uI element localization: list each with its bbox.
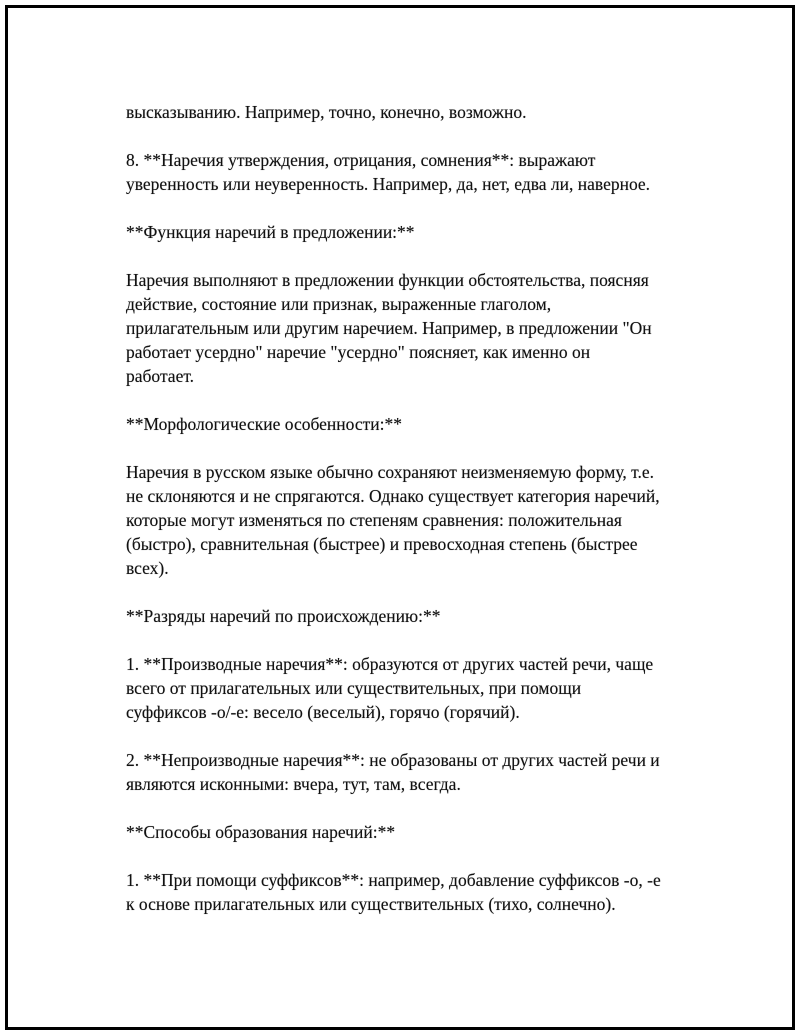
text-line: 1. **При помощи суффиксов**: например, добавление суффиксов -о, -е xyxy=(126,870,661,890)
text-line: которые могут изменяться по степеням сравнения: положительная xyxy=(126,510,622,530)
text-line: к основе прилагательных или существительных (тихо, солнечно). xyxy=(126,894,616,914)
text-line: Наречия выполняют в предложении функции обстоятельства, поясняя xyxy=(126,270,649,290)
text-line: являются исконными: вчера, тут, там, всегда. xyxy=(126,774,461,794)
text-line: всех). xyxy=(126,558,169,578)
paragraph xyxy=(126,460,706,580)
text-line: **Разряды наречий по происхождению:** xyxy=(126,606,441,626)
text-line: суффиксов -о/-е: весело (веселый), горячо (горячий). xyxy=(126,702,520,722)
text-line: действие, состояние или признак, выраженные глаголом, xyxy=(126,294,552,314)
text-line: всего от прилагательных или существительных, при помощи xyxy=(126,678,582,698)
paragraph xyxy=(126,268,706,388)
text-line: работает. xyxy=(126,366,195,386)
text-line: **Морфологические особенности:** xyxy=(126,414,402,434)
text-line: работает усердно" наречие "усердно" поясняет, как именно он xyxy=(126,342,591,362)
text-line: 2. **Непроизводные наречия**: не образованы от других частей речи и xyxy=(126,750,660,770)
text-line: не склоняются и не спрягаются. Однако существует категория наречий, xyxy=(126,486,660,506)
section-heading xyxy=(126,412,706,436)
page-frame xyxy=(5,5,795,1030)
paragraph xyxy=(126,148,706,196)
text-line: уверенность или неуверенность. Например, да, нет, едва ли, наверное. xyxy=(126,174,651,194)
text-line: 1. **Производные наречия**: образуются от других частей речи, чаще xyxy=(126,654,654,674)
text-line: **Способы образования наречий:** xyxy=(126,822,396,842)
text-line: высказыванию. Например, точно, конечно, возможно. xyxy=(126,102,527,122)
list-item xyxy=(126,748,706,796)
list-item xyxy=(126,652,706,724)
section-heading xyxy=(126,220,706,244)
section-heading xyxy=(126,604,706,628)
text-line: прилагательным или другим наречием. Например, в предложении "Он xyxy=(126,318,652,338)
text-line: Наречия в русском языке обычно сохраняют неизменяемую форму, т.е. xyxy=(126,462,654,482)
document-body xyxy=(126,100,706,940)
text-line: (быстро), сравнительная (быстрее) и превосходная степень (быстрее xyxy=(126,534,638,554)
list-item xyxy=(126,868,706,916)
text-line: **Функция наречий в предложении:** xyxy=(126,222,415,242)
text-line: 8. **Наречия утверждения, отрицания, сомнения**: выражают xyxy=(126,150,596,170)
paragraph xyxy=(126,100,706,124)
section-heading xyxy=(126,820,706,844)
